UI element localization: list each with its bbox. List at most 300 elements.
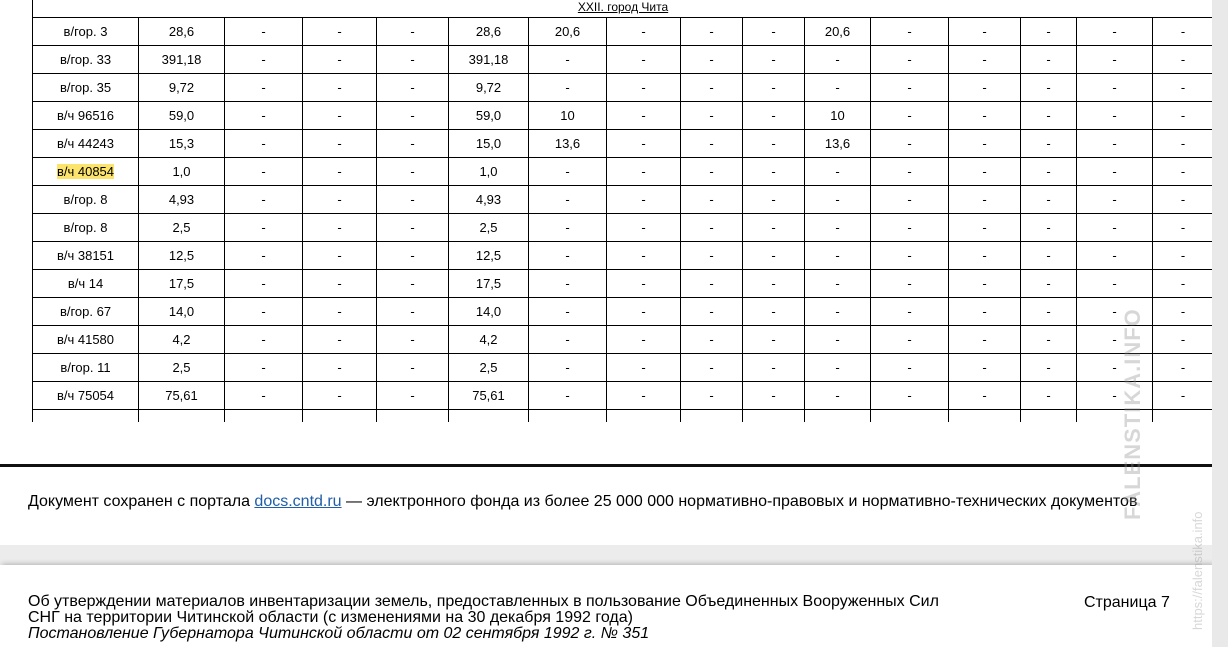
cell-value: - [771,192,776,207]
cell-value: 75,61 [165,388,198,403]
value-cell [449,158,529,186]
value-cell [743,382,805,410]
value-cell [871,74,949,102]
value-cell [225,74,303,102]
cell-value: - [1180,276,1186,291]
cell-value: - [907,388,912,403]
cell-value: - [641,276,646,291]
continuation-cell [529,410,607,423]
value-cell [225,102,303,130]
cell-value: - [1046,220,1051,235]
value-cell [1021,74,1077,102]
value-cell [949,382,1021,410]
cell-value: - [982,52,987,67]
value-cell [1021,354,1077,382]
continuation-cell [377,410,449,423]
table-continuation-row [33,410,1214,423]
cell-value: - [1180,80,1186,95]
cell-value: - [1112,24,1117,39]
cell-value: - [565,80,570,95]
cell-value: - [982,80,987,95]
cell-value: - [771,80,776,95]
cell-value: 14,0 [168,304,195,319]
value-cell [225,130,303,158]
value-cell [449,214,529,242]
cell-value: - [261,24,266,39]
value-cell [529,270,607,298]
cell-value: 4,93 [168,192,195,207]
value-cell [1021,18,1077,46]
value-cell [681,298,743,326]
page-number: Страница 7 [1084,594,1170,611]
continuation-cell [743,410,805,423]
cell-value: 28,6 [168,24,195,39]
cell-value: - [1046,192,1051,207]
doc-title-line-2: СНГ на территории Читинской области (с изменениями на 30 декабря 1992 года) [28,609,633,626]
cell-value: - [261,52,266,67]
cell-value: - [261,276,266,291]
cell-value: - [565,304,570,319]
cell-value: - [337,388,342,403]
value-cell [1077,102,1153,130]
value-cell [1021,130,1077,158]
cell-value: 9,72 [168,80,195,95]
cell-value: - [982,24,987,39]
value-cell [607,214,681,242]
object-name: в/гор. 33 [59,52,112,67]
watermark-logo: FALENSTIKA.INFO [1120,308,1145,520]
value-cell [681,186,743,214]
saved-prefix: Документ сохранен с портала [28,493,255,510]
cell-value: - [641,332,646,347]
object-name-cell [33,382,139,410]
cell-value: - [410,360,415,375]
value-cell [377,354,449,382]
object-name-cell [33,74,139,102]
value-cell [805,326,871,354]
cell-value: - [641,248,646,263]
value-cell [139,214,225,242]
value-cell [743,354,805,382]
value-cell [1153,18,1214,46]
value-cell [871,186,949,214]
value-cell [529,74,607,102]
cell-value: - [982,192,987,207]
cell-value: - [982,332,987,347]
value-cell [607,326,681,354]
value-cell [871,158,949,186]
cell-value: 2,5 [479,220,498,235]
cell-value: 391,18 [468,52,509,67]
value-cell [607,270,681,298]
section-header-row [33,0,1214,18]
value-cell [1153,326,1214,354]
value-cell [225,186,303,214]
value-cell [607,158,681,186]
cell-value: 28,6 [475,24,502,39]
cell-value: - [261,248,266,263]
cell-value: - [410,388,415,403]
value-cell [871,354,949,382]
cell-value: - [771,24,776,39]
cell-value: 9,72 [475,80,502,95]
value-cell [949,130,1021,158]
value-cell [1077,46,1153,74]
object-name-cell [33,186,139,214]
cell-value: - [261,220,266,235]
cell-value: - [1180,24,1186,39]
cell-value: - [907,304,912,319]
value-cell [805,74,871,102]
cell-value: - [835,164,840,179]
cell-value: - [1046,248,1051,263]
cell-value: - [565,388,570,403]
cell-value: 17,5 [475,276,502,291]
value-cell [303,326,377,354]
cell-value: - [337,248,342,263]
cell-value: 13,6 [824,136,851,151]
cell-value: - [709,164,714,179]
cell-value: - [709,248,714,263]
value-cell [303,18,377,46]
cell-value: - [410,276,415,291]
value-cell [139,242,225,270]
cell-value: - [565,220,570,235]
value-cell [743,158,805,186]
value-cell [871,18,949,46]
cell-value: - [641,360,646,375]
continuation-cell [303,410,377,423]
value-cell [1153,74,1214,102]
value-cell [607,382,681,410]
cell-value: - [835,80,840,95]
value-cell [303,354,377,382]
cell-value: - [565,52,570,67]
cell-value: - [835,192,840,207]
value-cell [225,242,303,270]
value-cell [1077,270,1153,298]
value-cell [377,158,449,186]
cell-value: 4,2 [479,332,498,347]
object-name: в/ч 41580 [56,332,115,347]
value-cell [377,298,449,326]
cell-value: - [907,52,912,67]
value-cell [1153,130,1214,158]
cell-value: - [907,164,912,179]
value-cell [139,102,225,130]
value-cell [303,158,377,186]
value-cell [871,382,949,410]
value-cell [743,18,805,46]
cell-value: - [1046,164,1051,179]
cell-value: 17,5 [168,276,195,291]
value-cell [449,242,529,270]
value-cell [303,382,377,410]
cell-value: - [709,24,714,39]
cell-value: - [337,276,342,291]
value-cell [377,242,449,270]
cell-value: 59,0 [475,108,502,123]
cell-value: - [1046,332,1051,347]
cell-value: - [410,80,415,95]
cell-value: - [835,388,840,403]
value-cell [529,242,607,270]
value-cell [225,298,303,326]
value-cell [139,326,225,354]
value-cell [1153,158,1214,186]
object-name-cell [33,298,139,326]
cell-value: - [1046,136,1051,151]
value-cell [377,382,449,410]
value-cell [225,382,303,410]
value-cell [805,298,871,326]
continuation-cell [225,410,303,423]
cell-value: - [1112,332,1117,347]
cell-value: - [337,24,342,39]
cell-value: - [835,276,840,291]
cell-value: - [1046,24,1051,39]
object-name: в/ч 75054 [56,388,115,403]
value-cell [1153,102,1214,130]
value-cell [949,186,1021,214]
object-name-cell [33,214,139,242]
table-row [33,298,1214,326]
table-row [33,214,1214,242]
value-cell [1077,214,1153,242]
cell-value: - [982,136,987,151]
value-cell [949,326,1021,354]
value-cell [449,186,529,214]
value-cell [449,74,529,102]
cell-value: 13,6 [554,136,581,151]
value-cell [1153,382,1214,410]
value-cell [529,158,607,186]
value-cell [949,18,1021,46]
continuation-cell [871,410,949,423]
value-cell [225,158,303,186]
value-cell [449,46,529,74]
value-cell [805,242,871,270]
cell-value: - [261,108,266,123]
object-name-cell [33,270,139,298]
cell-value: - [835,248,840,263]
cell-value: - [771,248,776,263]
cell-value: - [1180,304,1186,319]
table-row [33,102,1214,130]
cell-value: - [771,360,776,375]
value-cell [303,270,377,298]
cell-value: - [261,80,266,95]
cell-value: - [1112,360,1117,375]
cell-value: - [565,248,570,263]
value-cell [1021,46,1077,74]
cell-value: - [709,304,714,319]
value-cell [377,214,449,242]
value-cell [529,46,607,74]
cell-value: - [1046,304,1051,319]
object-name: в/гор. 35 [59,80,112,95]
cell-value: 12,5 [475,248,502,263]
value-cell [139,270,225,298]
value-cell [1077,186,1153,214]
cell-value: - [641,52,646,67]
cell-value: - [771,276,776,291]
cell-value: - [261,360,266,375]
continuation-cell [33,410,139,423]
value-cell [871,326,949,354]
continuation-cell [449,410,529,423]
cell-value: - [835,360,840,375]
portal-link[interactable]: docs.cntd.ru [254,493,342,510]
cell-value: - [1180,108,1186,123]
value-cell [743,326,805,354]
value-cell [949,242,1021,270]
object-name: в/гор. 8 [63,220,108,235]
object-name-cell [33,46,139,74]
cell-value: - [907,220,912,235]
cell-value: 1,0 [479,164,498,179]
table-row [33,130,1214,158]
cell-value: - [835,332,840,347]
land-inventory-table [32,0,1214,422]
object-name-cell [33,158,139,186]
value-cell [303,242,377,270]
value-cell [139,46,225,74]
object-name-cell [33,242,139,270]
cell-value: - [261,192,266,207]
value-cell [1077,242,1153,270]
value-cell [681,214,743,242]
cell-value: - [1112,80,1117,95]
cell-value: - [982,108,987,123]
value-cell [949,214,1021,242]
value-cell [949,46,1021,74]
section-title: XXII. город Чита [577,0,669,14]
cell-value: - [337,52,342,67]
value-cell [139,158,225,186]
value-cell [871,298,949,326]
saved-suffix: — электронного фонда из более 25 000 000 нормативно-правовых и нормативно-технических документов [341,493,1138,510]
cell-value: 20,6 [554,24,581,39]
cell-value: 15,3 [168,136,195,151]
cell-value: - [709,108,714,123]
value-cell [681,18,743,46]
value-cell [743,74,805,102]
table-row [33,242,1214,270]
cell-value: - [982,276,987,291]
value-cell [529,354,607,382]
value-cell [871,130,949,158]
cell-value: - [1112,276,1117,291]
value-cell [681,354,743,382]
cell-value: - [410,332,415,347]
object-name: в/ч 44243 [56,136,115,151]
cell-value: - [709,192,714,207]
value-cell [377,186,449,214]
value-cell [1077,74,1153,102]
cell-value: - [410,52,415,67]
value-cell [805,214,871,242]
cell-value: - [907,24,912,39]
value-cell [1021,158,1077,186]
cell-value: - [337,80,342,95]
cell-value: - [641,80,646,95]
cell-value: - [337,164,342,179]
saved-from-portal-note [28,493,1137,511]
cell-value: - [337,136,342,151]
cell-value: - [410,248,415,263]
value-cell [805,46,871,74]
cell-value: - [907,80,912,95]
value-cell [225,326,303,354]
object-name: в/ч 40854 [56,164,115,179]
cell-value: 59,0 [168,108,195,123]
cell-value: - [1046,108,1051,123]
cell-value: - [1112,108,1117,123]
cell-value: - [907,276,912,291]
value-cell [681,102,743,130]
value-cell [377,270,449,298]
value-cell [303,46,377,74]
value-cell [303,102,377,130]
cell-value: - [410,136,415,151]
table-row [33,158,1214,186]
object-name-cell [33,18,139,46]
continuation-cell [1021,410,1077,423]
value-cell [681,74,743,102]
cell-value: - [410,164,415,179]
cell-value: - [641,388,646,403]
cell-value: 10 [830,108,845,123]
value-cell [805,270,871,298]
cell-value: - [1046,52,1051,67]
cell-value: - [337,304,342,319]
object-name: в/гор. 3 [63,24,108,39]
value-cell [139,74,225,102]
value-cell [1021,270,1077,298]
table-row [33,354,1214,382]
value-cell [377,326,449,354]
value-cell [449,382,529,410]
cell-value: - [641,304,646,319]
cell-value: - [1112,220,1117,235]
cell-value: - [835,220,840,235]
value-cell [871,270,949,298]
cell-value: - [1180,192,1186,207]
value-cell [139,382,225,410]
value-cell [377,74,449,102]
cell-value: - [709,332,714,347]
cell-value: - [771,136,776,151]
cell-value: - [907,332,912,347]
cell-value: - [1112,52,1117,67]
cell-value: - [771,164,776,179]
value-cell [529,214,607,242]
cell-value: 75,61 [472,388,505,403]
cell-value: - [1180,360,1186,375]
cell-value: - [261,164,266,179]
value-cell [139,18,225,46]
cell-value: - [565,332,570,347]
value-cell [449,326,529,354]
value-cell [449,18,529,46]
cell-value: - [982,360,987,375]
value-cell [139,354,225,382]
cell-value: - [709,276,714,291]
value-cell [1021,186,1077,214]
cell-value: - [1046,360,1051,375]
value-cell [529,382,607,410]
